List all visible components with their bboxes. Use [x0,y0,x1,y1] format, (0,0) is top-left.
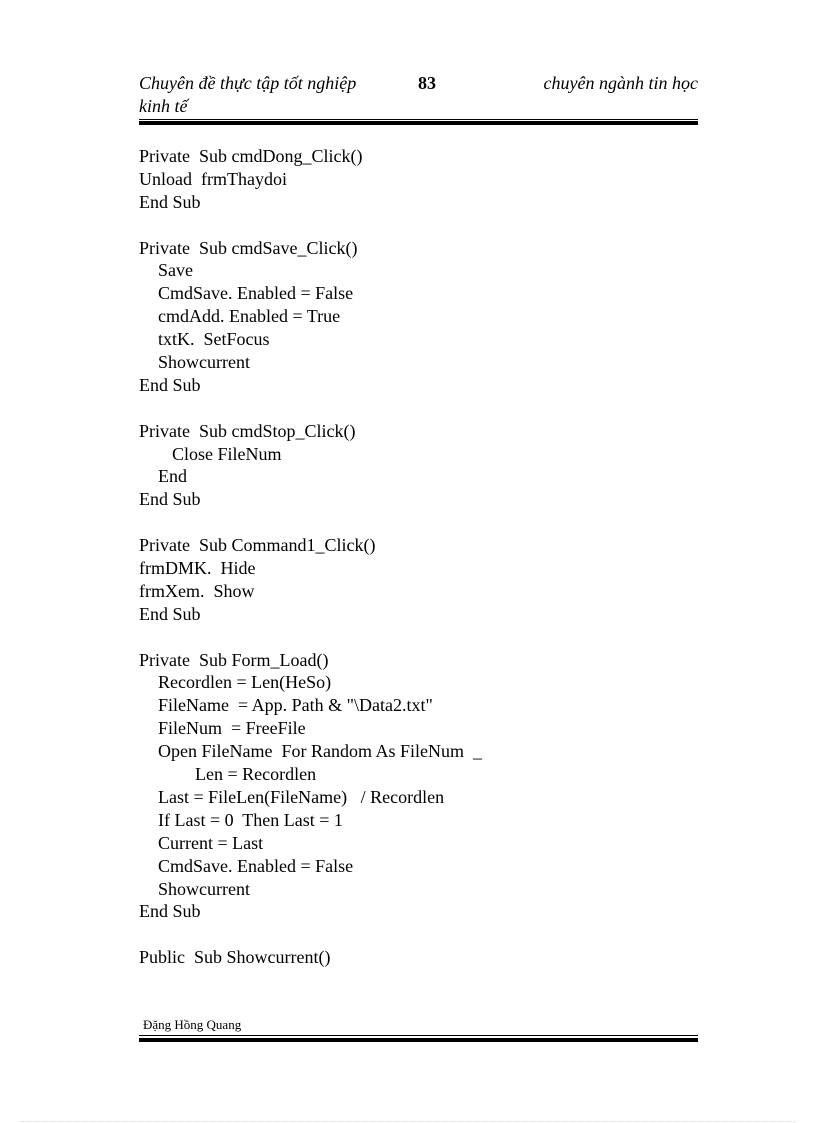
code-line: Open FileName For Random As FileNum _ [158,741,482,762]
code-line: Current = Last [158,832,264,853]
code-line: End Sub [139,191,201,212]
footer-double-rule [139,1035,698,1042]
code-line: End Sub [139,374,201,395]
page-number: 83 [418,73,436,93]
code-line: txtK. SetFocus [158,329,270,350]
code-line: CmdSave. Enabled = False [158,283,354,304]
code-line: FileName = App. Path & "\Data2.txt" [158,695,433,716]
page-header [139,72,698,118]
code-line: Private Sub Command1_Click() [139,535,376,556]
blank-line [139,626,698,649]
blank-line [139,511,698,534]
blank-line [139,923,698,946]
code-line: Private Sub Form_Load() [139,649,329,670]
code-line: frmDMK. Hide [139,558,256,579]
code-line: End Sub [139,901,201,922]
code-line: Len = Recordlen [195,764,317,785]
code-line: Showcurrent [158,352,250,373]
code-line: frmXem. Show [139,580,255,601]
code-line: Close FileNum [172,443,282,464]
code-line: End [158,466,187,487]
code-line: Unload frmThaydoi [139,168,287,189]
code-line: Private Sub cmdSave_Click() [139,237,358,258]
blank-line [139,397,698,420]
code-line: CmdSave. Enabled = False [158,855,354,876]
header-double-rule [139,119,698,125]
code-line: Private Sub cmdDong_Click() [139,146,363,166]
header-subject: chuyên ngành tin học [543,73,698,93]
code-line: Save [158,260,193,281]
code-line: Public Sub Showcurrent() [139,947,331,968]
code-line: End Sub [139,489,201,510]
code-line: Private Sub cmdStop_Click() [139,420,356,441]
page-edge-dotted-line [20,1121,796,1122]
header-title [139,72,379,118]
code-line: cmdAdd. Enabled = True [158,306,341,327]
header-title-line1: Chuyên đề thực tập tốt nghiệp [139,73,357,93]
code-line: End Sub [139,603,201,624]
code-line: Recordlen = Len(HeSo) [158,672,332,693]
code-line: If Last = 0 Then Last = 1 [158,809,343,830]
code-listing [139,145,698,969]
header-title-line2: kinh tế [139,96,188,116]
code-line: Last = FileLen(FileName) / Recordlen [158,786,445,807]
code-line: FileNum = FreeFile [158,718,306,739]
code-line: Showcurrent [158,878,250,899]
blank-line [139,214,698,237]
footer-author: Đặng Hồng Quang [143,1017,242,1032]
